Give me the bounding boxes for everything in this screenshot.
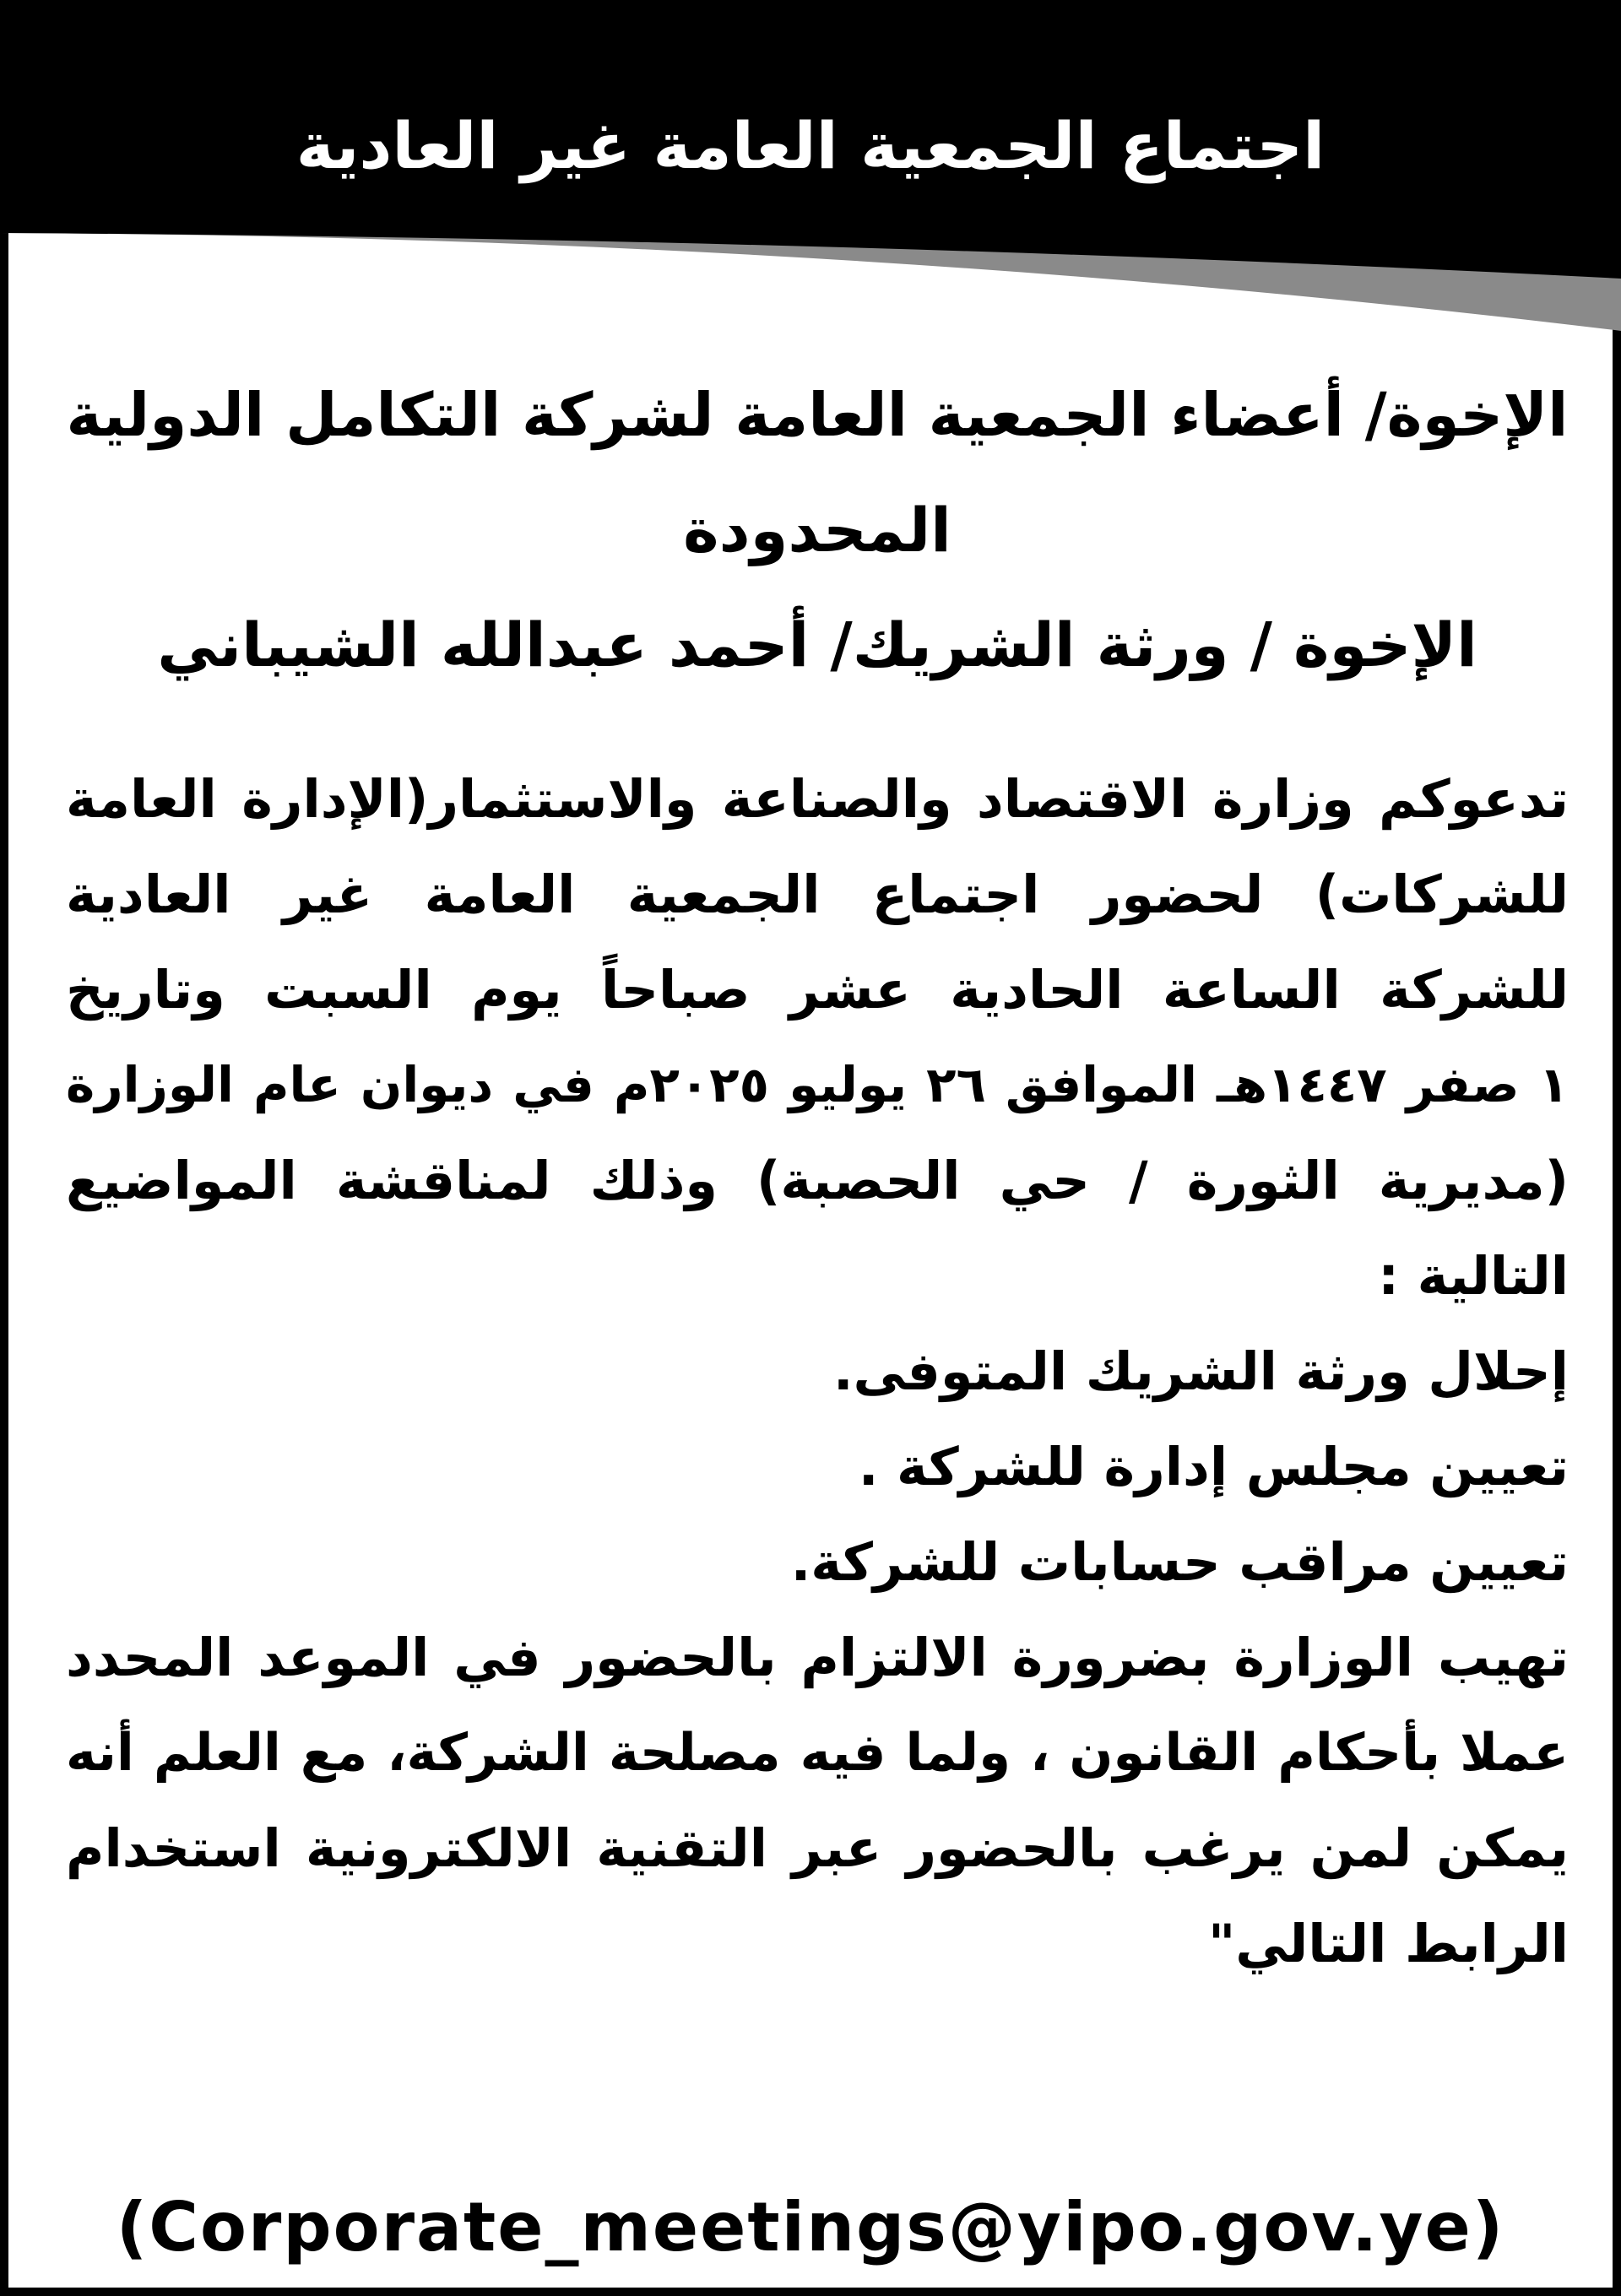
meeting-email-link[interactable]: (Corporate_meetings@yipo.gov.ye) <box>116 2188 1505 2266</box>
addressee-line-2: المحدودة <box>683 495 951 566</box>
addressee-line-1: الإخوة/ أعضاء الجمعية العامة لشركة التكامل الدولية <box>66 380 1569 450</box>
body-line: تهيب الوزارة بضرورة الالتزام بالحضور في الموعد المحدد <box>66 1627 1569 1688</box>
addressee-line-3: الإخوة / ورثة الشريك/ أحمد عبدالله الشيباني <box>157 609 1477 680</box>
agenda-item-3: تعيين مراقب حسابات للشركة. <box>790 1531 1569 1593</box>
banner-title: اجتماع الجمعية العامة غير العادية <box>295 108 1326 183</box>
agenda-item-1: إحلال ورثة الشريك المتوفى. <box>832 1340 1569 1402</box>
body-line: ١ صفر ١٤٤٧هـ الموافق ٢٦ يوليو ٢٠٢٥م في ديوان عام الوزارة <box>66 1056 1569 1113</box>
body-line: للشركات) لحضور اجتماع الجمعية العامة غير العادية <box>66 864 1569 925</box>
body-line: عملا بأحكام القانون ، ولما فيه مصلحة الشركة، مع العلم أنه <box>66 1723 1569 1783</box>
body-line: الرابط التالي" <box>1207 1913 1569 1974</box>
header-banner <box>0 0 1621 338</box>
addressee-block <box>66 358 1569 702</box>
body-line: للشركة الساعة الحادية عشر صباحاً يوم السبت وتاريخ <box>66 959 1569 1021</box>
announcement-body <box>66 751 1569 1991</box>
body-line: يمكن لمن يرغب بالحضور عبر التقنية الالكترونية استخدام <box>66 1817 1569 1879</box>
body-line: تدعوكم وزارة الاقتصاد والصناعة والاستثمار(الإدارة العامة <box>66 768 1569 830</box>
agenda-item-2: تعيين مجلس إدارة للشركة . <box>858 1436 1569 1497</box>
body-line: التالية : <box>1378 1245 1569 1307</box>
body-line: (مديرية الثورة / حي الحصبة) وذلك لمناقشة المواضيع <box>66 1150 1569 1211</box>
